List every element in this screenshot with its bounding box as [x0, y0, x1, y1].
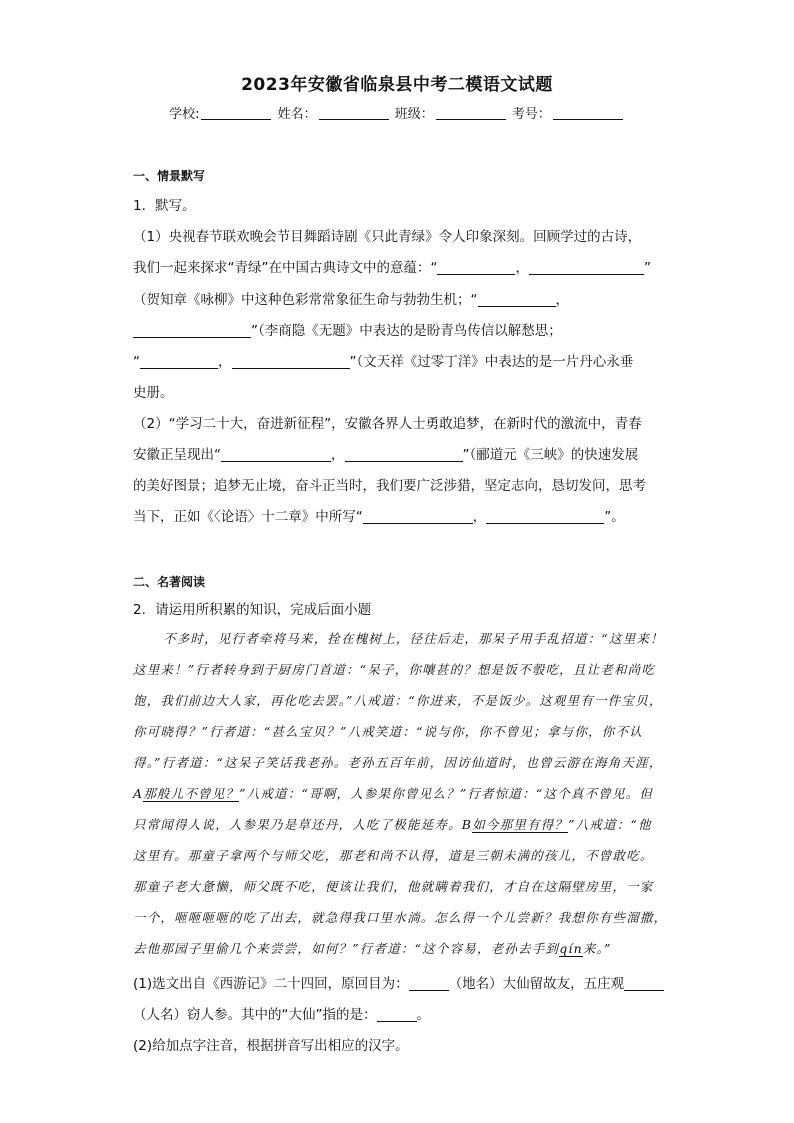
text-segment: ，: [472, 509, 487, 525]
passage-line-5: 得。”行者道：“这呆子笑话我老孙。老孙五百年前，因访仙道时，也曾云游在海角天涯，: [133, 755, 663, 770]
subquestion-1-line1: [133, 972, 664, 992]
text-segment: （贺知章《咏柳》中这种色彩常常象征生命与勃勃生机；“: [133, 292, 478, 308]
text-segment: ”（文天祥《过零丁洋》中表达的是一片丹心永垂: [349, 354, 634, 370]
passage-line-9: 那童子老大惫懒，师父既不吃，便该让我们，他就瞒着我们，才自在这隔壁房里，一家: [133, 879, 654, 894]
answer-blank-9[interactable]: [363, 509, 473, 524]
text-segment: （人名）窃人参。其中的“大仙”指的是：: [133, 1007, 377, 1023]
passage-line-3: 饱，我们前边大人家，再化吃去罢。”八戒道：“你进来，不是饭少。这观里有一件宝贝，: [133, 693, 663, 708]
text-segment: ，: [515, 260, 529, 276]
answer-blank-5[interactable]: [140, 354, 218, 369]
q1-part1-line5: [133, 350, 633, 370]
underlined-sentence-b: 如今那里有得？: [472, 817, 569, 832]
school-blank[interactable]: [201, 106, 271, 120]
passage-line-4: 你可晓得？”行者道：“甚么宝贝？”八戒笑道：“说与你，你不曾见；拿与你，你不认: [133, 724, 643, 739]
q1-part1-line6: 史册。: [133, 385, 174, 401]
answer-blank-8[interactable]: [345, 447, 463, 462]
section-heading-1: 一、情景默写: [133, 169, 206, 183]
subquestion-2: (2)给加点字注音，根据拼音写出相应的汉字。: [133, 1038, 409, 1054]
passage-line-11: [133, 939, 612, 957]
text-segment: 安徽正呈现出“: [133, 447, 221, 463]
subquestion-1-line2: [133, 1003, 430, 1023]
answer-blank-1[interactable]: [437, 260, 515, 275]
answer-blank-3[interactable]: [478, 292, 556, 307]
answer-blank-daxian[interactable]: [377, 1007, 417, 1022]
text-segment: 我们一起来探求“青绿”在中国古典诗文中的意蕴：“: [133, 260, 438, 276]
text-segment: ”。: [604, 509, 625, 525]
passage-line-7: [133, 815, 652, 833]
q1-part1-line1: （1）央视春节联欢晚会节目舞蹈诗剧《只此青绿》令人印象深刻。回顾学过的古诗，: [133, 229, 642, 245]
q1-part1-line3: [133, 288, 569, 308]
student-info-row: [0, 103, 794, 122]
text-segment: 来。”: [582, 941, 612, 956]
question-2-stem: 2．请运用所积累的知识，完成后面小题: [133, 602, 372, 618]
answer-blank-7[interactable]: [221, 447, 331, 462]
exam-no-label: 考号：: [511, 107, 551, 122]
text-segment: 。: [416, 1007, 430, 1023]
text-segment: ”: [643, 260, 651, 276]
q1-part1-line4: [133, 319, 562, 339]
answer-blank-4[interactable]: [133, 323, 251, 338]
text-segment: （地名）大仙留故友，五庄观: [448, 976, 625, 992]
page-title: 2023年安徽省临泉县中考二模语文试题: [241, 75, 553, 95]
passage-line-8: 这里有。那童子拿两个与师父吃，那老和尚不认得，道是三朝未满的孩儿，不曾敢吃。: [133, 848, 654, 863]
answer-blank-place[interactable]: [409, 976, 449, 991]
answer-blank-6[interactable]: [232, 354, 350, 369]
text-segment: 只常闻得人说，人参果乃是草还丹，人吃了极能延寿。B: [133, 817, 473, 832]
text-segment: ，: [331, 447, 345, 463]
text-segment: ”八戒道：“哥啊，人参果你曾见么？”行者惊道：“这个真不曾见。但: [239, 786, 654, 801]
answer-blank-2[interactable]: [529, 260, 644, 275]
answer-blank-person[interactable]: [624, 976, 664, 991]
exam-no-blank[interactable]: [553, 106, 623, 120]
text-segment: (1)选文出自《西游记》二十四回，原回目为：: [133, 976, 409, 992]
text-segment: 当下，正如《〈论语〉十二章》中所写“: [133, 509, 363, 525]
question-1-stem: 1．默写。: [133, 198, 196, 214]
passage-line-6: [133, 784, 653, 802]
q1-part2-line4: [133, 505, 625, 525]
text-segment: ”八戒道：“他: [568, 817, 652, 832]
text-segment: “: [133, 354, 140, 370]
passage-line-1: 不多时，见行者牵将马来，拴在槐树上，径往后走，那呆子用手乱招道：“这里来！: [163, 631, 664, 646]
q1-part2-line3: 的美好图景；追梦无止境，奋斗正当时，我们要广泛涉猎，坚定志向，恳切发问，思考: [133, 478, 646, 494]
underlined-sentence-a: 那般儿不曾见？: [143, 786, 240, 801]
q1-part2-line1: （2）“学习二十大，奋进新征程”，安徽各界人士勇敢追梦，在新时代的激流中，青春: [133, 416, 642, 432]
class-blank[interactable]: [436, 106, 506, 120]
name-label: 姓名：: [277, 107, 317, 122]
q1-part1-line2: [133, 256, 651, 276]
passage-line-2: 这里来！”行者转身到于厨房门首道：“呆子，你嚷甚的？想是饭不彀吃，且让老和尚吃: [133, 662, 656, 677]
text-segment: ”（郦道元《三峡》的快速发展: [462, 447, 639, 463]
section-heading-2: 二、名著阅读: [133, 575, 206, 589]
q1-part2-line2: [133, 443, 638, 463]
pinyin-qin: qín: [559, 941, 583, 956]
name-blank[interactable]: [319, 106, 389, 120]
class-label: 班级：: [394, 107, 434, 122]
answer-blank-10[interactable]: [486, 509, 604, 524]
text-segment: ”（李商隐《无题》中表达的是盼青鸟传信以解愁思；: [251, 323, 562, 339]
text-segment: ，: [555, 292, 569, 308]
text-segment: 去他那园子里偷几个来尝尝，如何？”行者道：“这个容易，老孙去手到: [133, 941, 560, 956]
school-label: 学校:: [169, 107, 200, 122]
text-segment: ，: [218, 354, 232, 370]
passage-line-10: 一个，咂咂咂咂的吃了出去，就急得我口里水淌。怎么得一个儿尝新？我想你有些溜撒，: [133, 910, 668, 925]
marker-a: A: [133, 786, 144, 801]
